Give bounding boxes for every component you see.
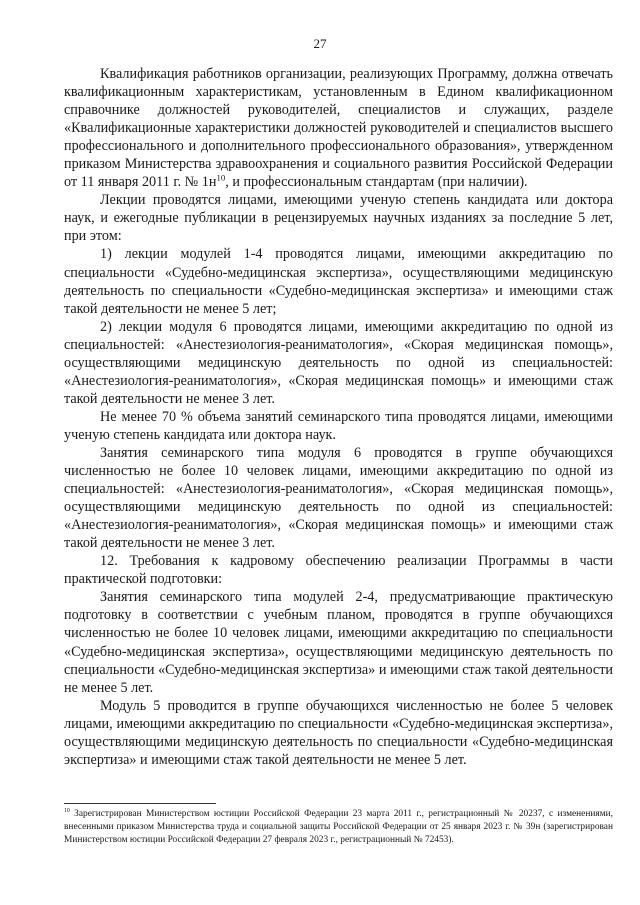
footnote-reference: 10 <box>216 172 226 183</box>
footnote-text: Зарегистрирован Министерством юстиции Российской Федерации 23 марта 2011 г., регистрационный № 20237, с изменениями, внесенными приказом Министерства труда и социальной защиты Российской Федерации от 25 января 2023 г. № 39н (зарегистрирован Министерством юстиции Российской Федерации 27 февраля 2023 г., регистрационный № 72453). <box>64 809 613 846</box>
section-heading-12: 12. Требования к кадровому обеспечению реализации Программы в части практической подготовки: <box>64 553 613 588</box>
paragraph-qualification <box>64 65 613 191</box>
document-body <box>64 65 613 769</box>
footnote-divider <box>64 803 216 804</box>
paragraph-lectures-item-1: 1) лекции модулей 1-4 проводятся лицами, имеющими аккредитацию по специальности «Судебно-медицинская экспертиза», осуществляющими медицинскую деятельность по специальности «Судебно-медицинская экспертиза» и имеющими стаж такой деятельности не менее 5 лет; <box>64 246 613 317</box>
paragraph-text: , и профессиональным стандартам (при наличии). <box>225 174 528 191</box>
footnote-marker: 10 <box>64 807 70 814</box>
footnote-paragraph <box>64 808 613 848</box>
page-number: 27 <box>313 36 327 51</box>
paragraph-seminar-module-6: Занятия семинарского типа модуля 6 проводятся в группе обучающихся численностью не более 10 человек лицами, имеющими аккредитацию по одной из специальностей: «Анестезиология-реаниматология», «Скорая медицинская помощь», осуществляющими медицинскую деятельность по одной из специальностей: «Анестезиология-реаниматология», «Скорая медицинская помощь» и имеющими стаж такой деятельности не менее 3 лет. <box>64 444 613 552</box>
paragraph-seminar-share: Не менее 70 % объема занятий семинарского типа проводятся лицами, имеющими ученую степень кандидата или доктора наук. <box>64 408 613 443</box>
footnote <box>64 808 613 848</box>
paragraph-lectures-item-2: 2) лекции модуля 6 проводятся лицами, имеющими аккредитацию по одной из специальностей: «Анестезиология-реаниматология», «Скорая медицинская помощь», осуществляющими медицинскую деятельность по одной из специальностей: «Анестезиология-реаниматология», «Скорая медицинская помощь» и имеющими стаж такой деятельности не менее 3 лет. <box>64 318 613 407</box>
paragraph-module-5: Модуль 5 проводится в группе обучающихся численностью не более 5 человек лицами, имеющими аккредитацию по специальности «Судебно-медицинская экспертиза», осуществляющими медицинскую деятельность по специальности «Судебно-медицинская экспертиза» и имеющими стаж такой деятельности не менее 5 лет. <box>64 697 613 768</box>
paragraph-lectures: Лекции проводятся лицами, имеющими ученую степень кандидата или доктора наук, и ежегодные публикации в рецензируемых научных изданиях за последние 5 лет, при этом: <box>64 192 613 245</box>
paragraph-practical-modules: Занятия семинарского типа модулей 2-4, предусматривающие практическую подготовку в соответствии с учебным планом, проводятся в группе обучающихся численностью не более 10 человек лицами, имеющими аккредитацию по специальности «Судебно-медицинская экспертиза», осуществляющими медицинскую деятельность по специальности «Судебно-медицинская экспертиза» и имеющими стаж такой деятельности не менее 5 лет. <box>64 589 613 696</box>
paragraph-text: Квалификация работников организации, реализующих Программу, должна отвечать квалификационным характеристикам, установленным в Едином квалификационном справочнике должностей руководителей, специалистов и служащих, разделе «Квалификационные характеристики должностей руководителей и специалистов высшего профессионального и дополнительного профессионального образования», утвержденном приказом Министерства здравоохранения и социального развития Российской Федерации от 11 января 2011 г. № 1н <box>64 66 613 191</box>
